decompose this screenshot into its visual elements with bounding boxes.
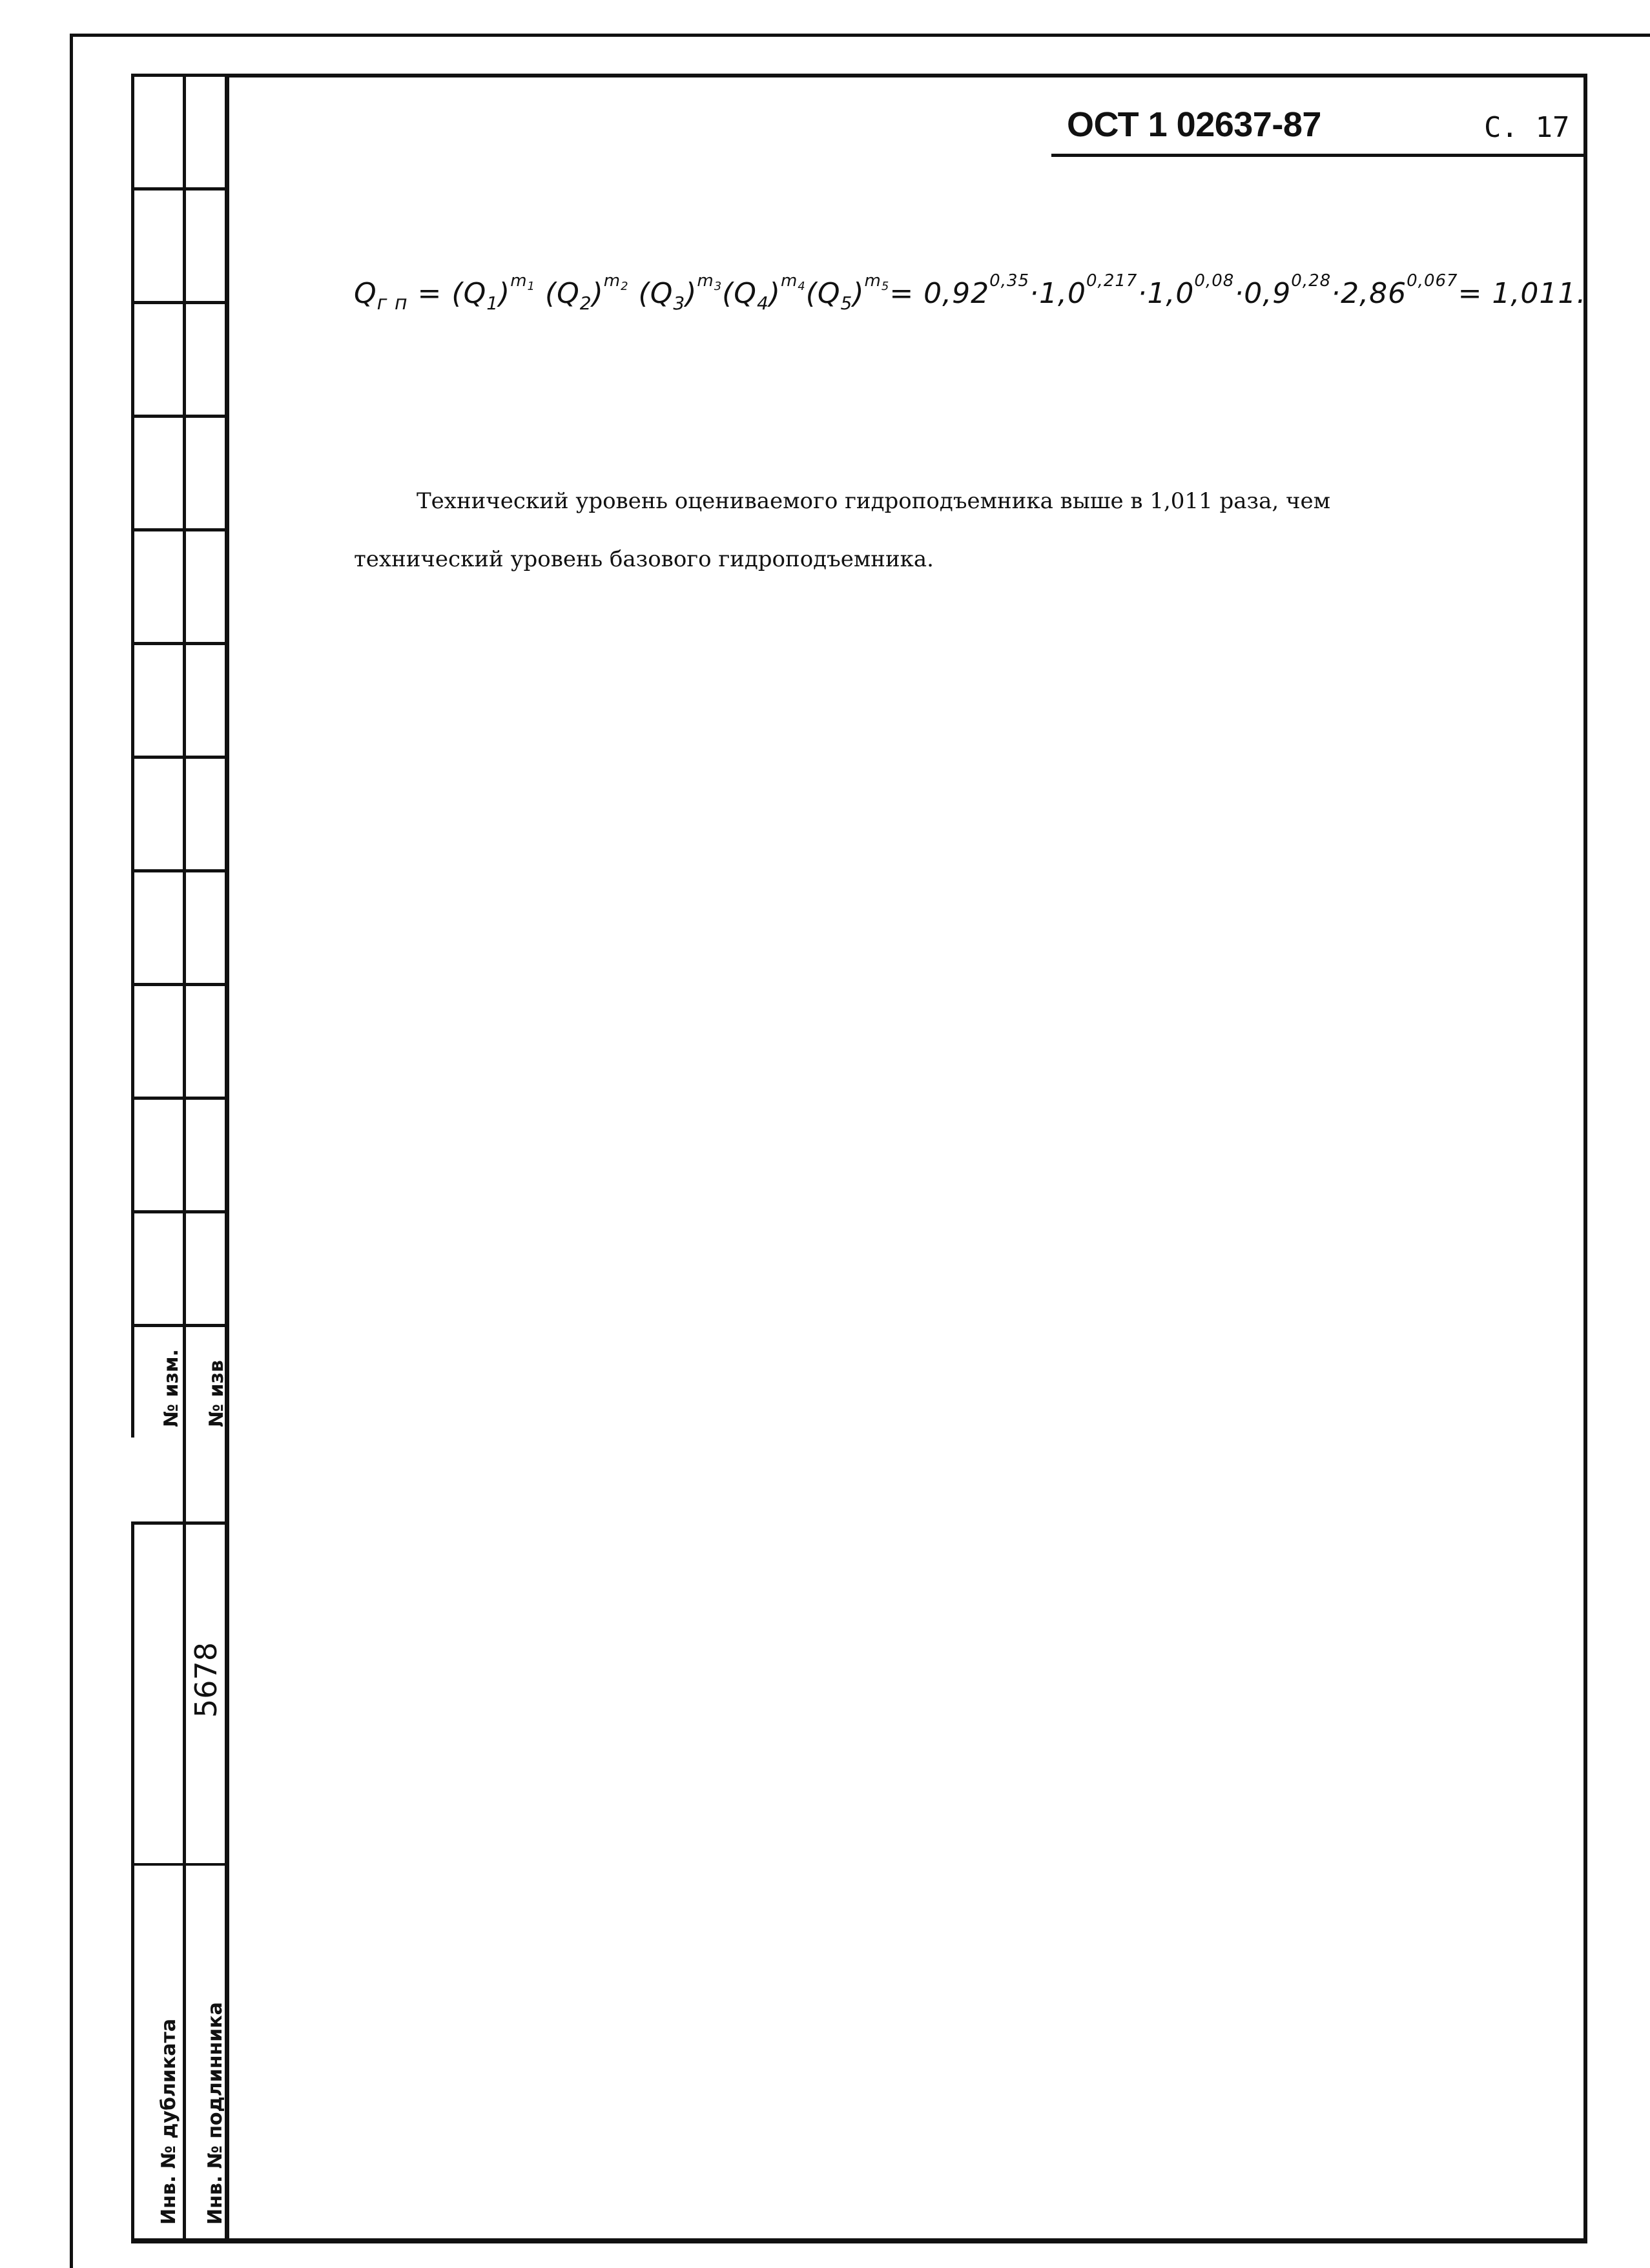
body-line-1: Технический уровень оцениваемого гидроподъемника выше в 1,011 раза, чем (417, 488, 1331, 514)
stamp-block-top (131, 1521, 228, 1525)
frame-right (1583, 74, 1587, 2243)
frame-left (225, 74, 229, 2243)
stamp-izv-label: № изв (205, 1360, 228, 1427)
stamp-row-divider (131, 415, 228, 418)
stamp-row-divider (131, 1097, 228, 1100)
sheet-border-left (70, 34, 73, 2268)
stamp-block-divider (131, 1863, 228, 1866)
stamp-izm-label: № изм. (160, 1349, 183, 1427)
stamp-row-divider (131, 528, 228, 531)
body-line-2: технический уровень базового гидроподъемника. (354, 546, 934, 572)
sheet-border-top (70, 34, 1650, 37)
stamp-row-divider (131, 1210, 228, 1213)
stamp-inv-dublikata-label: Инв. № дубликата (158, 2018, 180, 2225)
stamp-inv-podlinnika-label: Инв. № подлинника (204, 2002, 227, 2225)
stamp-row-divider (131, 869, 228, 872)
stamp-column-mid (183, 74, 186, 2243)
stamp-block-left (131, 1521, 134, 2240)
stamp-podlinnik-number: 5678 (189, 1642, 223, 1718)
stamp-row-divider (131, 1324, 228, 1327)
stamp-column-top (131, 74, 228, 77)
formula: $Q_{г п} = (Q_1)^{m_1}$ $(Q_2)^{m_2}$ $(Q_3)^{m_3}(Q_4)^{m_4}(Q_5)^{m_5}= 0,92^{0,35}\cdot 1,0^{0,217}\cdot 1,0^{0,08}\cdot 0,9^{0,28}\cdot 2,86^{0,067}= 1,011$. (354, 271, 1587, 314)
stamp-row-divider (131, 756, 228, 759)
stamp-row-divider (131, 187, 228, 191)
stamp-row-divider (131, 983, 228, 986)
frame-bottom (131, 2238, 1587, 2243)
frame-top (225, 74, 1587, 77)
page-number: С. 17 (1484, 111, 1570, 144)
header-underline (1051, 154, 1585, 157)
document-code: ОСТ 1 02637-87 (1067, 105, 1321, 144)
stamp-row-divider (131, 642, 228, 645)
stamp-row-divider (131, 301, 228, 304)
